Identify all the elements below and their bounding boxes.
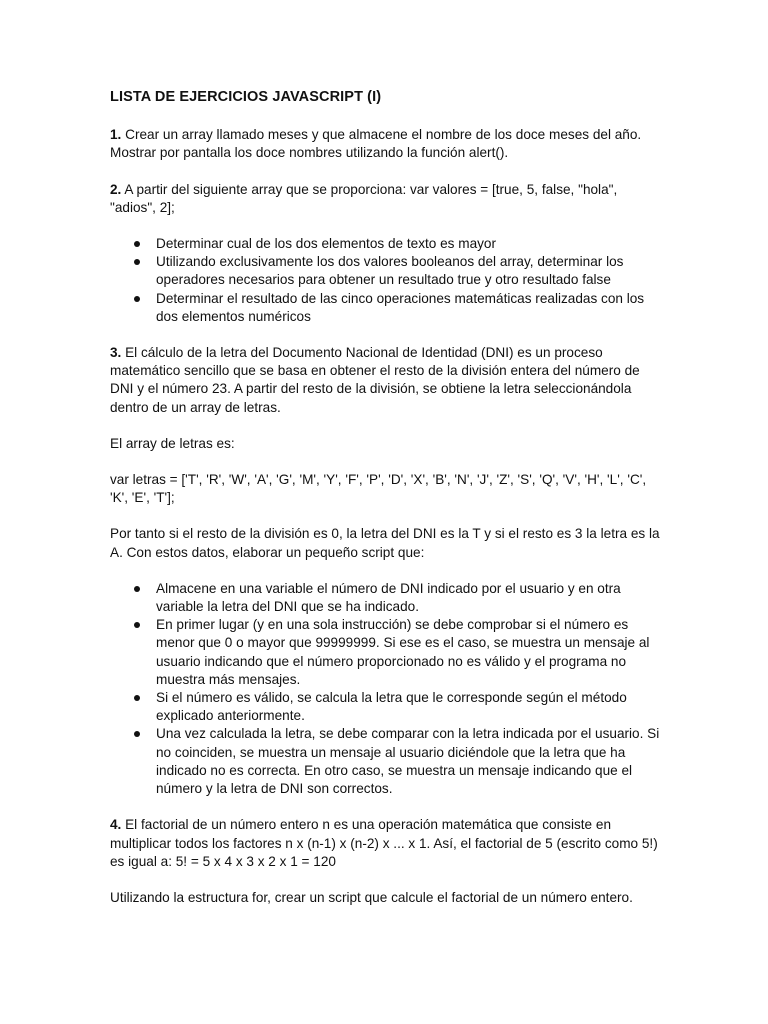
exercise-1-text: Crear un array llamado meses y que almacene el nombre de los doce meses del año. Mostrar por pantalla los doce nombres utilizando la función alert().: [110, 127, 642, 161]
exercise-4-task: Utilizando la estructura for, crear un script que calcule el factorial de un número entero.: [110, 889, 633, 905]
list-item: Determinar cual de los dos elementos de texto es mayor: [156, 235, 660, 253]
exercise-4-text: El factorial de un número entero n es una operación matemática que consiste en multiplicar todos los factores n x (n-1) x (n-2) x ... x 1. Así, el factorial de 5 (escrito como 5!) es igual a: 5! = 5 x 4 x 3 x 2 x 1 = 120: [110, 817, 658, 869]
exercise-3-text: El cálculo de la letra del Documento Nacional de Identidad (DNI) es un proceso matemático sencillo que se basa en obtener el resto de la división entera del número de DNI y el número 23. A partir del resto de la división, se obtiene la letra seleccionándola dentro de un array de letras.: [110, 345, 640, 415]
exercise-2-text: A partir del siguiente array que se proporciona: var valores = [true, 5, false, "hola", "adios", 2];: [110, 181, 618, 215]
exercise-3-number: 3.: [110, 345, 122, 361]
exercise-4-number: 4.: [110, 817, 122, 833]
exercise-4: [110, 816, 660, 871]
exercise-1: [110, 126, 660, 162]
document-page: [110, 88, 660, 925]
exercise-2-list: [110, 235, 660, 326]
list-item: Utilizando exclusivamente los dos valores booleanos del array, determinar los operadores necesarios para obtener un resultado true y otro resultado false: [156, 253, 660, 289]
list-item: Almacene en una variable el número de DNI indicado por el usuario y en otra variable la letra del DNI que se ha indicado.: [156, 580, 660, 616]
exercise-1-number: 1.: [110, 127, 122, 143]
exercise-2: [110, 181, 660, 217]
list-item: Una vez calculada la letra, se debe comparar con la letra indicada por el usuario. Si no coinciden, se muestra un mensaje al usuario diciéndole que la letra que ha indicado no es correcta. En otro caso, se muestra un mensaje indicando que el número y la letra de DNI son correctos.: [156, 725, 660, 798]
page-title: LISTA DE EJERCICIOS JAVASCRIPT (I): [110, 89, 382, 105]
exercise-3-array-intro: El array de letras es:: [110, 435, 235, 451]
exercise-3-explanation: Por tanto si el resto de la división es 0, la letra del DNI es la T y si el resto es 3 la letra es la A. Con estos datos, elaborar un pequeño script que:: [110, 526, 660, 560]
list-item: Si el número es válido, se calcula la letra que le corresponde según el método explicado anteriormente.: [156, 689, 660, 725]
exercise-3: [110, 344, 660, 417]
exercise-3-array-code: var letras = ['T', 'R', 'W', 'A', 'G', 'M', 'Y', 'F', 'P', 'D', 'X', 'B', 'N', 'J', 'Z', 'S', 'Q', 'V', 'H', 'L', 'C', 'K', 'E', 'T'];: [110, 472, 647, 506]
list-item: Determinar el resultado de las cinco operaciones matemáticas realizadas con los dos elementos numéricos: [156, 290, 660, 326]
exercise-2-number: 2.: [110, 181, 122, 197]
list-item: En primer lugar (y en una sola instrucción) se debe comprobar si el número es menor que 0 o mayor que 99999999. Si ese es el caso, se muestra un mensaje al usuario indicando que el número proporcionado no es válido y el programa no muestra más mensajes.: [156, 616, 660, 689]
exercise-3-list: [110, 580, 660, 798]
